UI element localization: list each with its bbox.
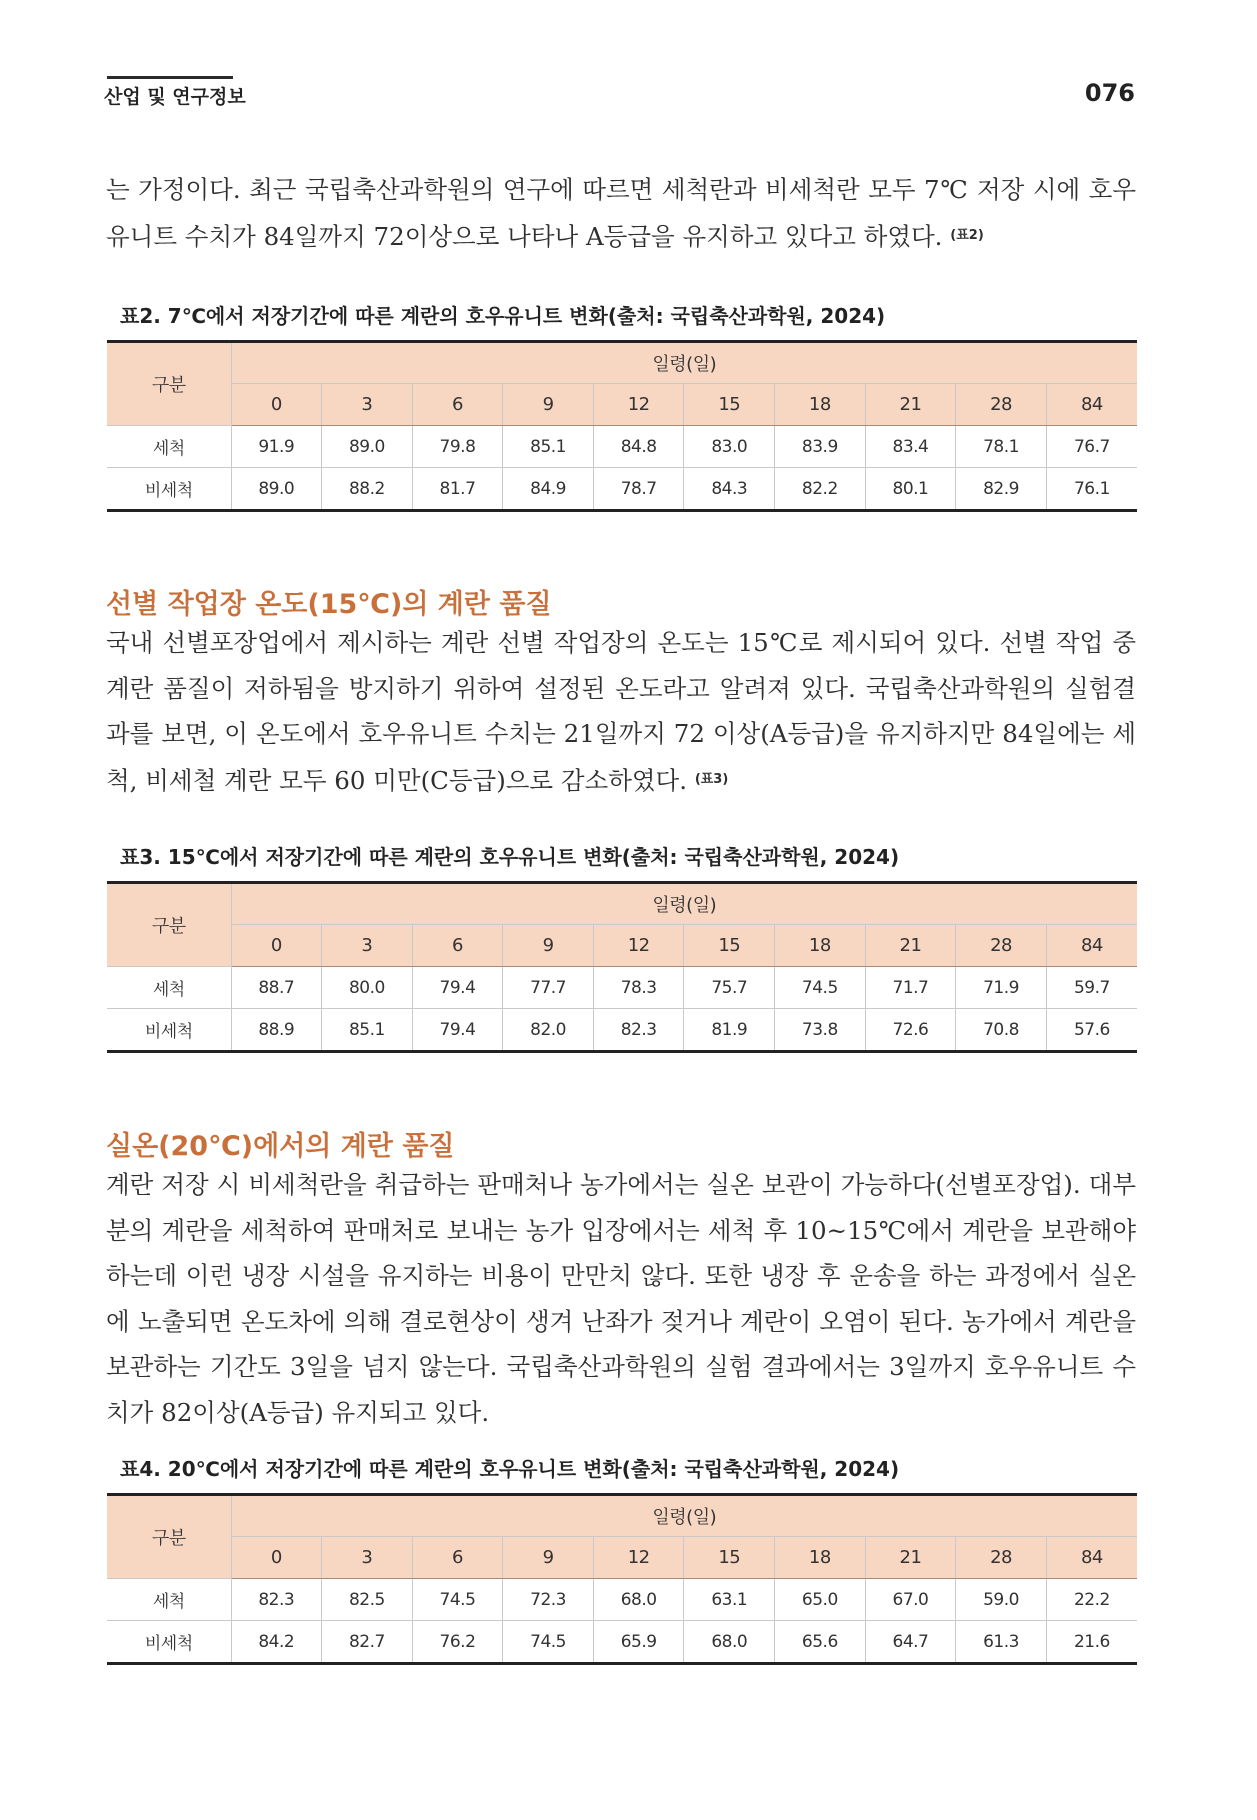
table-cell: 76.2 bbox=[412, 1621, 503, 1664]
table-cell: 80.1 bbox=[865, 468, 956, 511]
table-cell: 88.2 bbox=[322, 468, 413, 511]
table-cell: 82.2 bbox=[775, 468, 866, 511]
table-cell: 82.0 bbox=[503, 1009, 594, 1052]
table4-category-header: 구분 bbox=[107, 1495, 231, 1579]
table-cell: 82.9 bbox=[956, 468, 1047, 511]
table-cell: 71.9 bbox=[956, 967, 1047, 1009]
table-row bbox=[107, 967, 1137, 1009]
table2-group-header: 일령(일) bbox=[231, 342, 1137, 384]
table-cell: 78.1 bbox=[956, 426, 1047, 468]
table-row bbox=[107, 426, 1137, 468]
table4-day-header: 28 bbox=[956, 1537, 1047, 1579]
table-cell: 59.0 bbox=[956, 1579, 1047, 1621]
table4-day-header: 15 bbox=[684, 1537, 775, 1579]
table-cell: 84.3 bbox=[684, 468, 775, 511]
table3-day-header: 6 bbox=[412, 925, 503, 967]
row-label: 비세척 bbox=[107, 1621, 231, 1664]
table3-day-header: 9 bbox=[503, 925, 594, 967]
table-cell: 76.7 bbox=[1046, 426, 1137, 468]
section15-text: 국내 선별포장업에서 제시하는 계란 선별 작업장의 온도는 15℃로 제시되어 있다. 선별 작업 중 계란 품질이 저하됨을 방지하기 위하여 설정된 온도라고 알려져 있다. 국립축산과학원의 실험결과를 보면, 이 온도에서 호우유니트 수치는 21일까지 72 이상(A등급)을 유지하지만 84일에는 세척, 비세철 계란 모두 60 미만(C등급)으로 감소하였다. bbox=[106, 628, 1136, 795]
table-cell: 22.2 bbox=[1046, 1579, 1137, 1621]
table4 bbox=[107, 1493, 1137, 1665]
intro-text: 는 가정이다. 최근 국립축산과학원의 연구에 따르면 세척란과 비세척란 모두 7℃ 저장 시에 호우유니트 수치가 84일까지 72이상으로 나타나 A등급을 유지하고 있다고 하였다. bbox=[106, 175, 1136, 251]
table-cell: 79.4 bbox=[412, 1009, 503, 1052]
table4-day-header: 21 bbox=[865, 1537, 956, 1579]
row-label: 비세척 bbox=[107, 468, 231, 511]
table3-day-header: 18 bbox=[775, 925, 866, 967]
table-cell: 89.0 bbox=[322, 426, 413, 468]
table3-day-header: 28 bbox=[956, 925, 1047, 967]
row-label: 세척 bbox=[107, 967, 231, 1009]
table3-day-header: 12 bbox=[593, 925, 684, 967]
section15-paragraph bbox=[106, 620, 1136, 803]
table-cell: 73.8 bbox=[775, 1009, 866, 1052]
section20-heading: 실온(20℃)에서의 계란 품질 bbox=[106, 1131, 455, 1162]
table-cell: 81.7 bbox=[412, 468, 503, 511]
table2-day-header: 3 bbox=[322, 384, 413, 426]
table3 bbox=[107, 881, 1137, 1053]
table-row bbox=[107, 1621, 1137, 1664]
table3-day-header: 3 bbox=[322, 925, 413, 967]
table-cell: 67.0 bbox=[865, 1579, 956, 1621]
table-cell: 65.0 bbox=[775, 1579, 866, 1621]
table-cell: 80.0 bbox=[322, 967, 413, 1009]
table4-day-header: 0 bbox=[231, 1537, 322, 1579]
table-cell: 85.1 bbox=[322, 1009, 413, 1052]
table4-caption: 표4. 20℃에서 저장기간에 따른 계란의 호우유니트 변화(출처: 국립축산과학원, 2024) bbox=[120, 1457, 900, 1481]
table-cell: 78.7 bbox=[593, 468, 684, 511]
table-cell: 83.0 bbox=[684, 426, 775, 468]
table-cell: 72.3 bbox=[503, 1579, 594, 1621]
table2-day-header: 6 bbox=[412, 384, 503, 426]
table3-reference: (표3) bbox=[694, 771, 729, 787]
table-cell: 63.1 bbox=[684, 1579, 775, 1621]
table2-day-header: 21 bbox=[865, 384, 956, 426]
table4-day-header: 6 bbox=[412, 1537, 503, 1579]
table-cell: 89.0 bbox=[231, 468, 322, 511]
table-cell: 59.7 bbox=[1046, 967, 1137, 1009]
table-cell: 61.3 bbox=[956, 1621, 1047, 1664]
row-label: 비세척 bbox=[107, 1009, 231, 1052]
table-cell: 82.7 bbox=[322, 1621, 413, 1664]
header-rule bbox=[107, 76, 233, 79]
table-cell: 82.5 bbox=[322, 1579, 413, 1621]
table-cell: 91.9 bbox=[231, 426, 322, 468]
table2-reference: (표2) bbox=[950, 227, 984, 243]
row-label: 세척 bbox=[107, 1579, 231, 1621]
table3-day-header: 21 bbox=[865, 925, 956, 967]
table-cell: 81.9 bbox=[684, 1009, 775, 1052]
table4-day-header: 9 bbox=[503, 1537, 594, 1579]
table-cell: 74.5 bbox=[412, 1579, 503, 1621]
table4-group-header: 일령(일) bbox=[231, 1495, 1137, 1537]
table2-day-header: 18 bbox=[775, 384, 866, 426]
table-row bbox=[107, 1579, 1137, 1621]
table-cell: 79.8 bbox=[412, 426, 503, 468]
table-cell: 70.8 bbox=[956, 1009, 1047, 1052]
table-cell: 65.9 bbox=[593, 1621, 684, 1664]
section20-text: 계란 저장 시 비세척란을 취급하는 판매처나 농가에서는 실온 보관이 가능하다(선별포장업). 대부분의 계란을 세척하여 판매처로 보내는 농가 입장에서는 세척 후 10~15℃에서 계란을 보관해야 하는데 이런 냉장 시설을 유지하는 비용이 만만치 않다. 또한 냉장 후 운송을 하는 과정에서 실온에 노출되면 온도차에 의해 결로현상이 생겨 난좌가 젖거나 계란이 오염이 된다. 농가에서 계란을 보관하는 기간도 3일을 넘지 않는다. 국립축산과학원의 실험 결과에서는 3일까지 호우유니트 수치가 82이상(A등급) 유지되고 있다. bbox=[106, 1170, 1136, 1427]
section15-heading: 선별 작업장 온도(15℃)의 계란 품질 bbox=[106, 589, 552, 620]
table-cell: 57.6 bbox=[1046, 1009, 1137, 1052]
table-row bbox=[107, 468, 1137, 511]
table4-day-header: 12 bbox=[593, 1537, 684, 1579]
table-cell: 21.6 bbox=[1046, 1621, 1137, 1664]
table2-day-header: 28 bbox=[956, 384, 1047, 426]
table-cell: 82.3 bbox=[231, 1579, 322, 1621]
table2-category-header: 구분 bbox=[107, 342, 231, 426]
table-cell: 76.1 bbox=[1046, 468, 1137, 511]
table2-day-header: 0 bbox=[231, 384, 322, 426]
intro-paragraph bbox=[106, 167, 1136, 259]
page-number: 076 bbox=[1084, 79, 1135, 107]
table2-day-header: 84 bbox=[1046, 384, 1137, 426]
table-cell: 88.7 bbox=[231, 967, 322, 1009]
table-cell: 65.6 bbox=[775, 1621, 866, 1664]
table3-group-header: 일령(일) bbox=[231, 883, 1137, 925]
table-cell: 84.2 bbox=[231, 1621, 322, 1664]
table-cell: 75.7 bbox=[684, 967, 775, 1009]
table-row bbox=[107, 1009, 1137, 1052]
table2-day-header: 12 bbox=[593, 384, 684, 426]
table2-day-header: 9 bbox=[503, 384, 594, 426]
row-label: 세척 bbox=[107, 426, 231, 468]
table2 bbox=[107, 340, 1137, 512]
table4-day-header: 3 bbox=[322, 1537, 413, 1579]
table-cell: 72.6 bbox=[865, 1009, 956, 1052]
table2-caption: 표2. 7℃에서 저장기간에 따른 계란의 호우유니트 변화(출처: 국립축산과학원, 2024) bbox=[120, 304, 886, 328]
table-cell: 88.9 bbox=[231, 1009, 322, 1052]
table-cell: 82.3 bbox=[593, 1009, 684, 1052]
section20-paragraph bbox=[106, 1162, 1136, 1435]
table-cell: 78.3 bbox=[593, 967, 684, 1009]
section-name: 산업 및 연구정보 bbox=[104, 86, 246, 108]
table4-day-header: 84 bbox=[1046, 1537, 1137, 1579]
table-cell: 77.7 bbox=[503, 967, 594, 1009]
table-cell: 84.9 bbox=[503, 468, 594, 511]
table3-day-header: 0 bbox=[231, 925, 322, 967]
table3-category-header: 구분 bbox=[107, 883, 231, 967]
table3-caption: 표3. 15℃에서 저장기간에 따른 계란의 호우유니트 변화(출처: 국립축산과학원, 2024) bbox=[120, 845, 900, 869]
table-cell: 85.1 bbox=[503, 426, 594, 468]
table-cell: 74.5 bbox=[775, 967, 866, 1009]
table-cell: 83.9 bbox=[775, 426, 866, 468]
table-cell: 64.7 bbox=[865, 1621, 956, 1664]
table-cell: 74.5 bbox=[503, 1621, 594, 1664]
table-cell: 68.0 bbox=[593, 1579, 684, 1621]
table2-day-header: 15 bbox=[684, 384, 775, 426]
table-cell: 84.8 bbox=[593, 426, 684, 468]
table-cell: 71.7 bbox=[865, 967, 956, 1009]
table4-day-header: 18 bbox=[775, 1537, 866, 1579]
table3-day-header: 15 bbox=[684, 925, 775, 967]
table-cell: 68.0 bbox=[684, 1621, 775, 1664]
table-cell: 79.4 bbox=[412, 967, 503, 1009]
table3-day-header: 84 bbox=[1046, 925, 1137, 967]
table-cell: 83.4 bbox=[865, 426, 956, 468]
